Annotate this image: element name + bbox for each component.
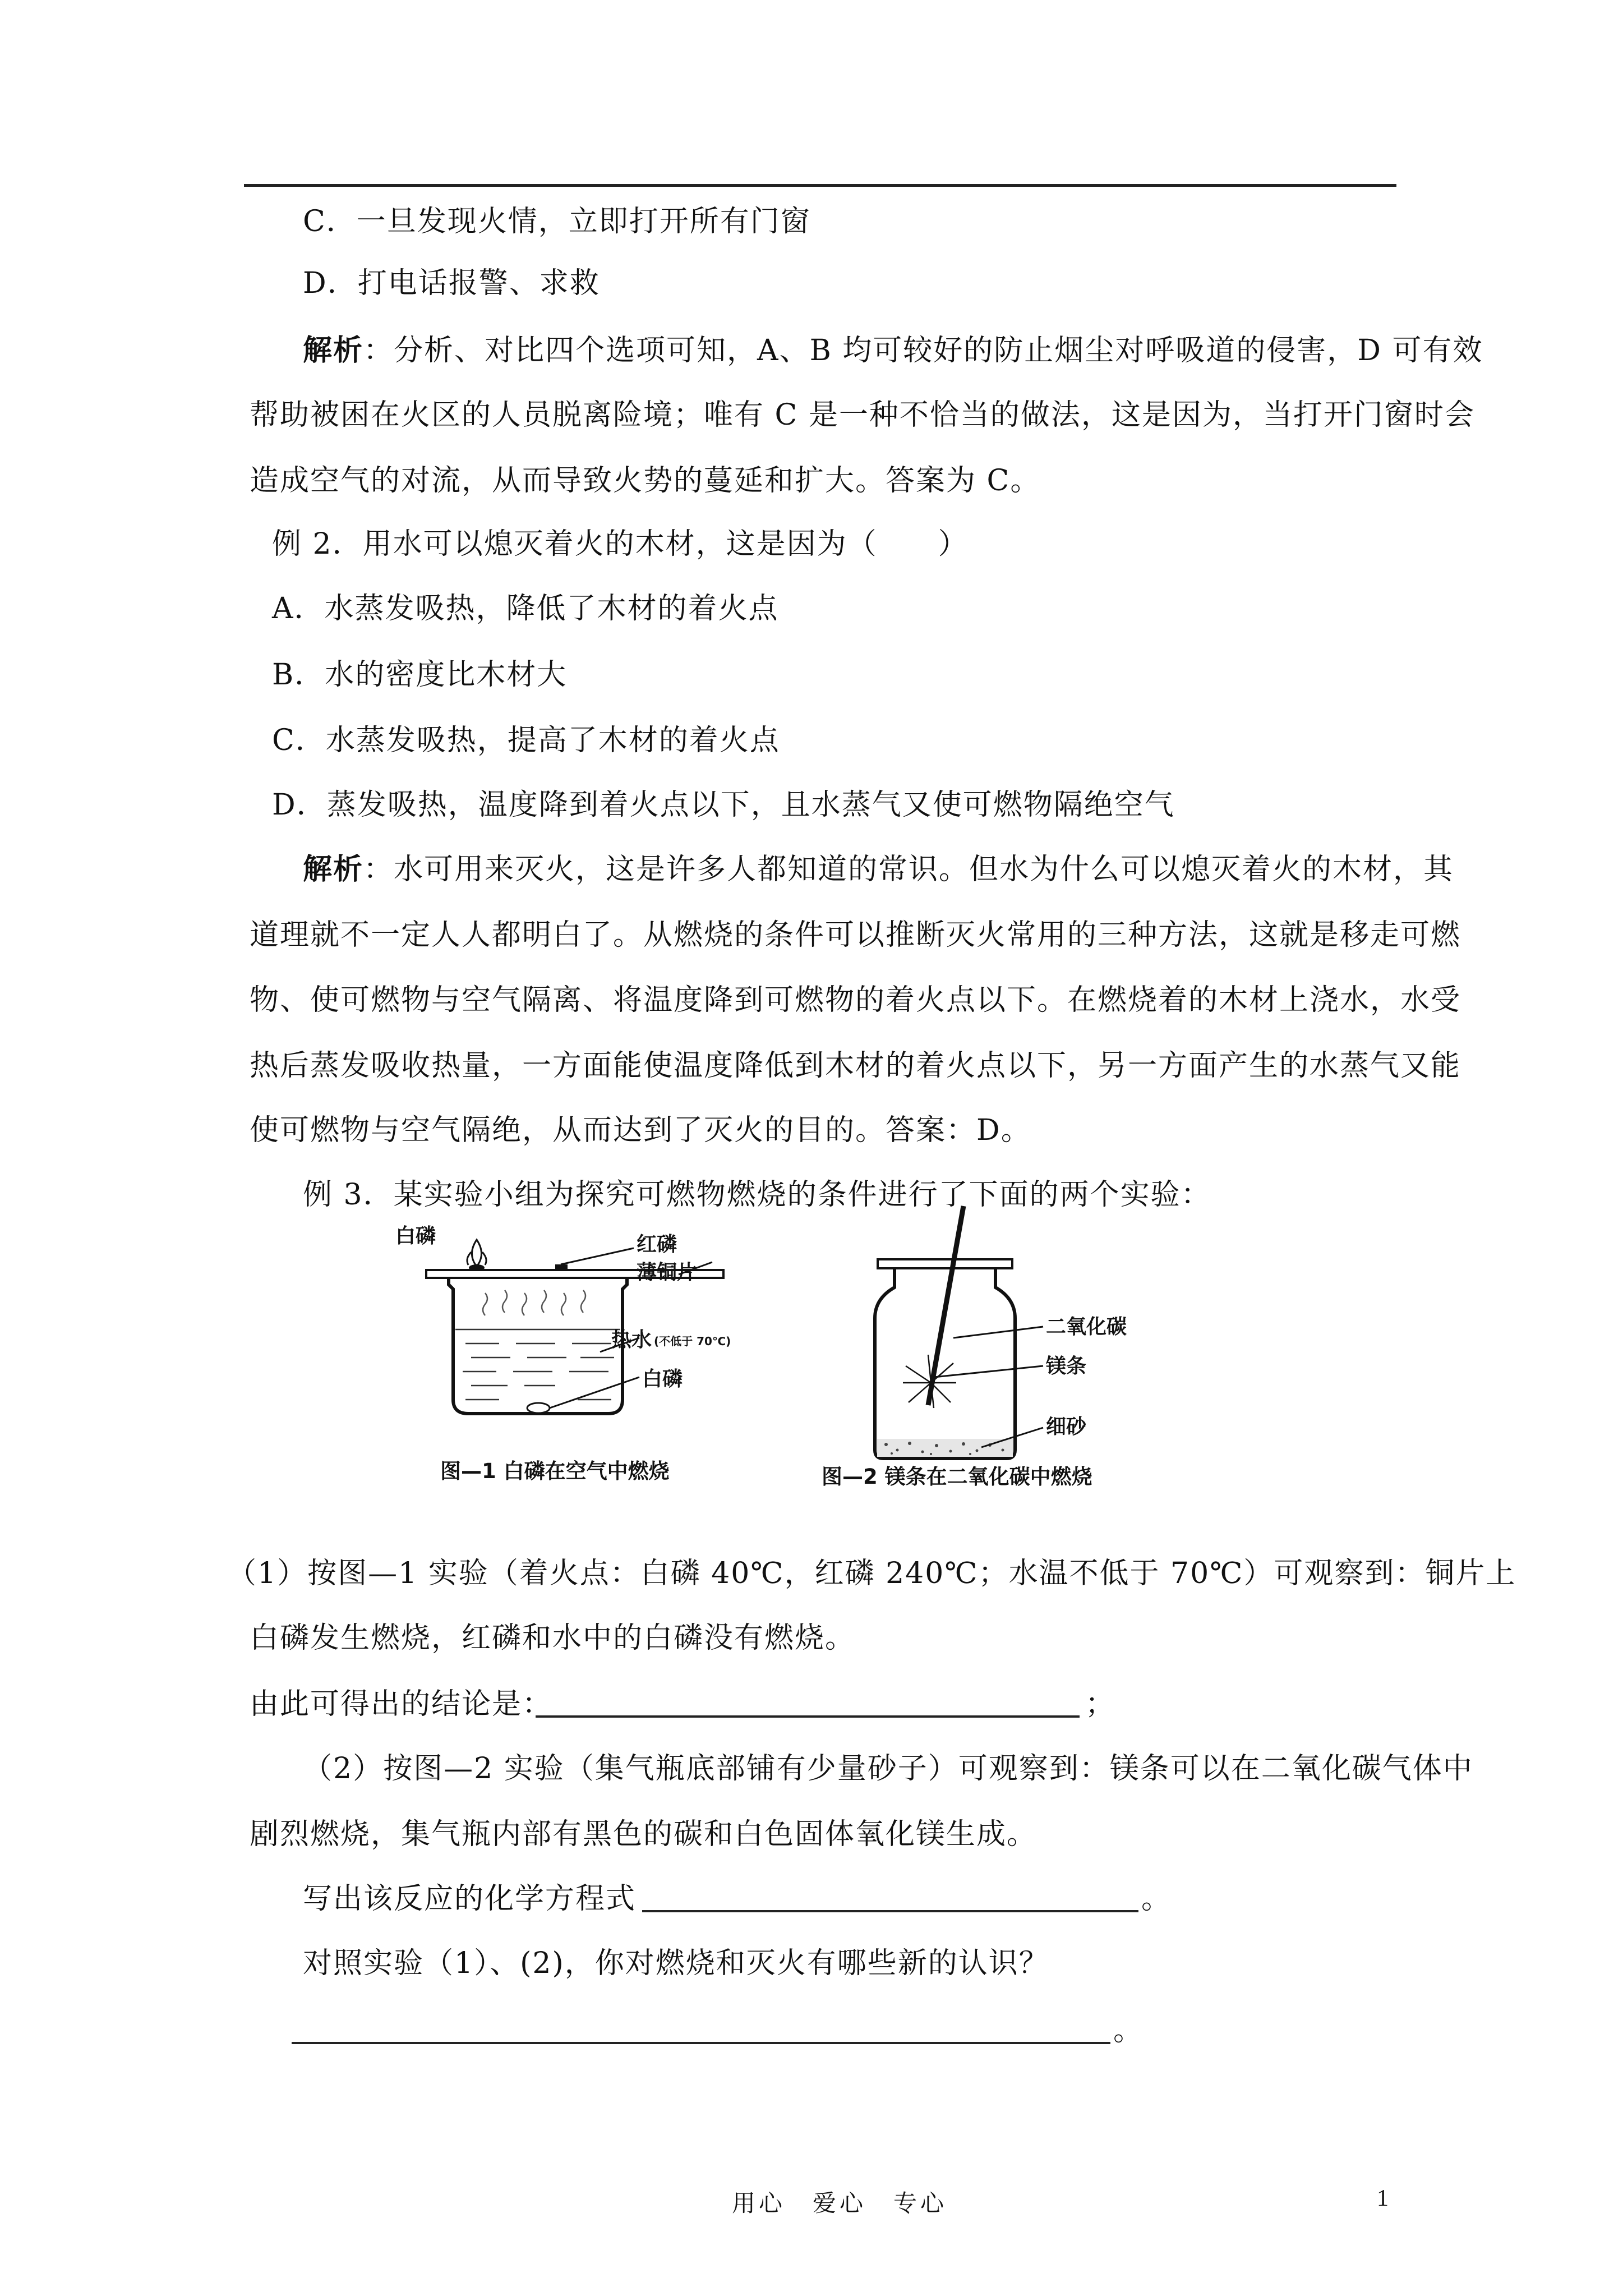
q2-option-a: A．水蒸发吸热，降低了木材的着火点 xyxy=(272,592,779,625)
conclusion-answer-blank[interactable] xyxy=(536,1715,1080,1718)
page-number: 1 xyxy=(1377,2185,1389,2211)
leader-red-p xyxy=(561,1248,634,1264)
label-white-p-bottom: 白磷 xyxy=(642,1368,683,1391)
flame-icon xyxy=(472,1240,481,1265)
hot-water xyxy=(455,1329,620,1400)
q2-option-c: C．水蒸发吸热，提高了木材的着火点 xyxy=(272,724,780,757)
q2-analysis-line5: 使可燃物与空气隔绝，从而达到了灭火的目的。答案：D。 xyxy=(250,1114,1031,1147)
q2-analysis-line4: 热后蒸发吸收热量，一方面能使温度降低到木材的着火点以下，另一方面产生的水蒸气又能 xyxy=(250,1049,1461,1083)
label-sand: 细砂 xyxy=(1046,1415,1087,1438)
q3-part2-line2: 剧烈燃烧，集气瓶内部有黑色的碳和白色固体氧化镁生成。 xyxy=(250,1818,1038,1851)
steam xyxy=(483,1290,585,1315)
q2-stem: 例 2．用水可以熄灭着火的木材，这是因为（ ） xyxy=(272,527,969,561)
q1-analysis-line1 xyxy=(303,331,1483,370)
leader-white-p-bottom xyxy=(550,1377,639,1408)
white-phosphorus-bottom xyxy=(527,1403,550,1413)
q3-part2-line1: （2）按图—2 实验（集气瓶底部铺有少量砂子）可观察到：镁条可以在二氧化碳气体中 xyxy=(303,1752,1473,1786)
q3-stem: 例 3．某实验小组为探究可燃物燃烧的条件进行了下面的两个实验： xyxy=(303,1178,1211,1212)
q3-part1-line2: 白磷发生燃烧，红磷和水中的白磷没有燃烧。 xyxy=(250,1621,856,1655)
q2-analysis-line2: 道理就不一定人人都明白了。从燃烧的条件可以推断灭火常用的三种方法，这就是移走可燃 xyxy=(250,918,1461,952)
analysis-label: 解析 xyxy=(303,333,364,367)
figure-magnesium-co2 xyxy=(813,1203,1161,1495)
leader-co2 xyxy=(953,1327,1043,1338)
figure-white-phosphorus xyxy=(387,1217,791,1492)
q2-analysis-line1 xyxy=(303,850,1454,889)
q2-analysis-line3: 物、使可燃物与空气隔离、将温度降到可燃物的着火点以下。在燃烧着的木材上浇水，水受 xyxy=(250,983,1461,1017)
q1-analysis-line3: 造成空气的对流，从而导致火势的蔓延和扩大。答案为 C。 xyxy=(250,464,1041,498)
figure2-caption: 图—2 镁条在二氧化碳中燃烧 xyxy=(822,1465,1092,1489)
q2-option-d: D．蒸发吸热，温度降到着火点以下，且水蒸气又使可燃物隔绝空气 xyxy=(272,788,1175,822)
beaker xyxy=(449,1278,627,1414)
label-copper: 薄铜片 xyxy=(637,1261,698,1284)
footer-text: 用心 爱心 专心 xyxy=(732,2189,948,2217)
jar-lid xyxy=(878,1259,1012,1268)
equation-answer-blank[interactable] xyxy=(642,1910,1138,1912)
q3-conclusion-end: ； xyxy=(1085,1687,1116,1721)
q3-compare-prompt: 对照实验（1）、(2)，你对燃烧和灭火有哪些新的认识？ xyxy=(303,1947,1049,1980)
fine-sand xyxy=(877,1439,1013,1457)
compare-answer-blank[interactable] xyxy=(292,2042,1110,2044)
header-rule xyxy=(244,184,1396,187)
flame-side-icon xyxy=(467,1252,486,1265)
q1-option-d: D．打电话报警、求救 xyxy=(303,266,600,300)
q3-conclusion-prompt: 由此可得出的结论是： xyxy=(250,1687,553,1721)
label-hot-water-note: (不低于 70℃) xyxy=(654,1335,731,1348)
analysis-text: ：分析、对比四个选项可知，A、B 均可较好的防止烟尘对呼吸道的侵害，D 可有效 xyxy=(363,334,1483,367)
analysis-text: ：水可用来灭火，这是许多人都知道的常识。但水为什么可以熄灭着火的木材，其 xyxy=(363,853,1454,886)
analysis-label: 解析 xyxy=(303,852,364,886)
q1-analysis-line2: 帮助被困在火区的人员脱离险境；唯有 C 是一种不恰当的做法，这是因为，当打开门窗时会 xyxy=(250,398,1475,432)
label-white-p-top: 白磷 xyxy=(395,1225,436,1248)
label-mg: 镁条 xyxy=(1046,1355,1087,1378)
label-co2: 二氧化碳 xyxy=(1046,1315,1127,1338)
leader-mg xyxy=(934,1366,1043,1377)
q1-option-c: C．一旦发现火情，立即打开所有门窗 xyxy=(303,205,811,238)
label-red-p: 红磷 xyxy=(637,1233,677,1256)
figure1-caption: 图—1 白磷在空气中燃烧 xyxy=(440,1459,670,1483)
q2-option-b: B．水的密度比木材大 xyxy=(272,658,568,692)
q3-equation-end: 。 xyxy=(1141,1882,1172,1916)
label-hot-water: 热水 xyxy=(611,1328,652,1351)
q3-part1-line1: （1）按图—1 实验（着火点：白磷 40℃，红磷 240℃；水温不低于 70℃）可观察到：铜片上 xyxy=(227,1557,1516,1590)
q3-compare-end: 。 xyxy=(1113,2014,1144,2047)
q3-equation-prompt: 写出该反应的化学方程式 xyxy=(303,1882,637,1916)
